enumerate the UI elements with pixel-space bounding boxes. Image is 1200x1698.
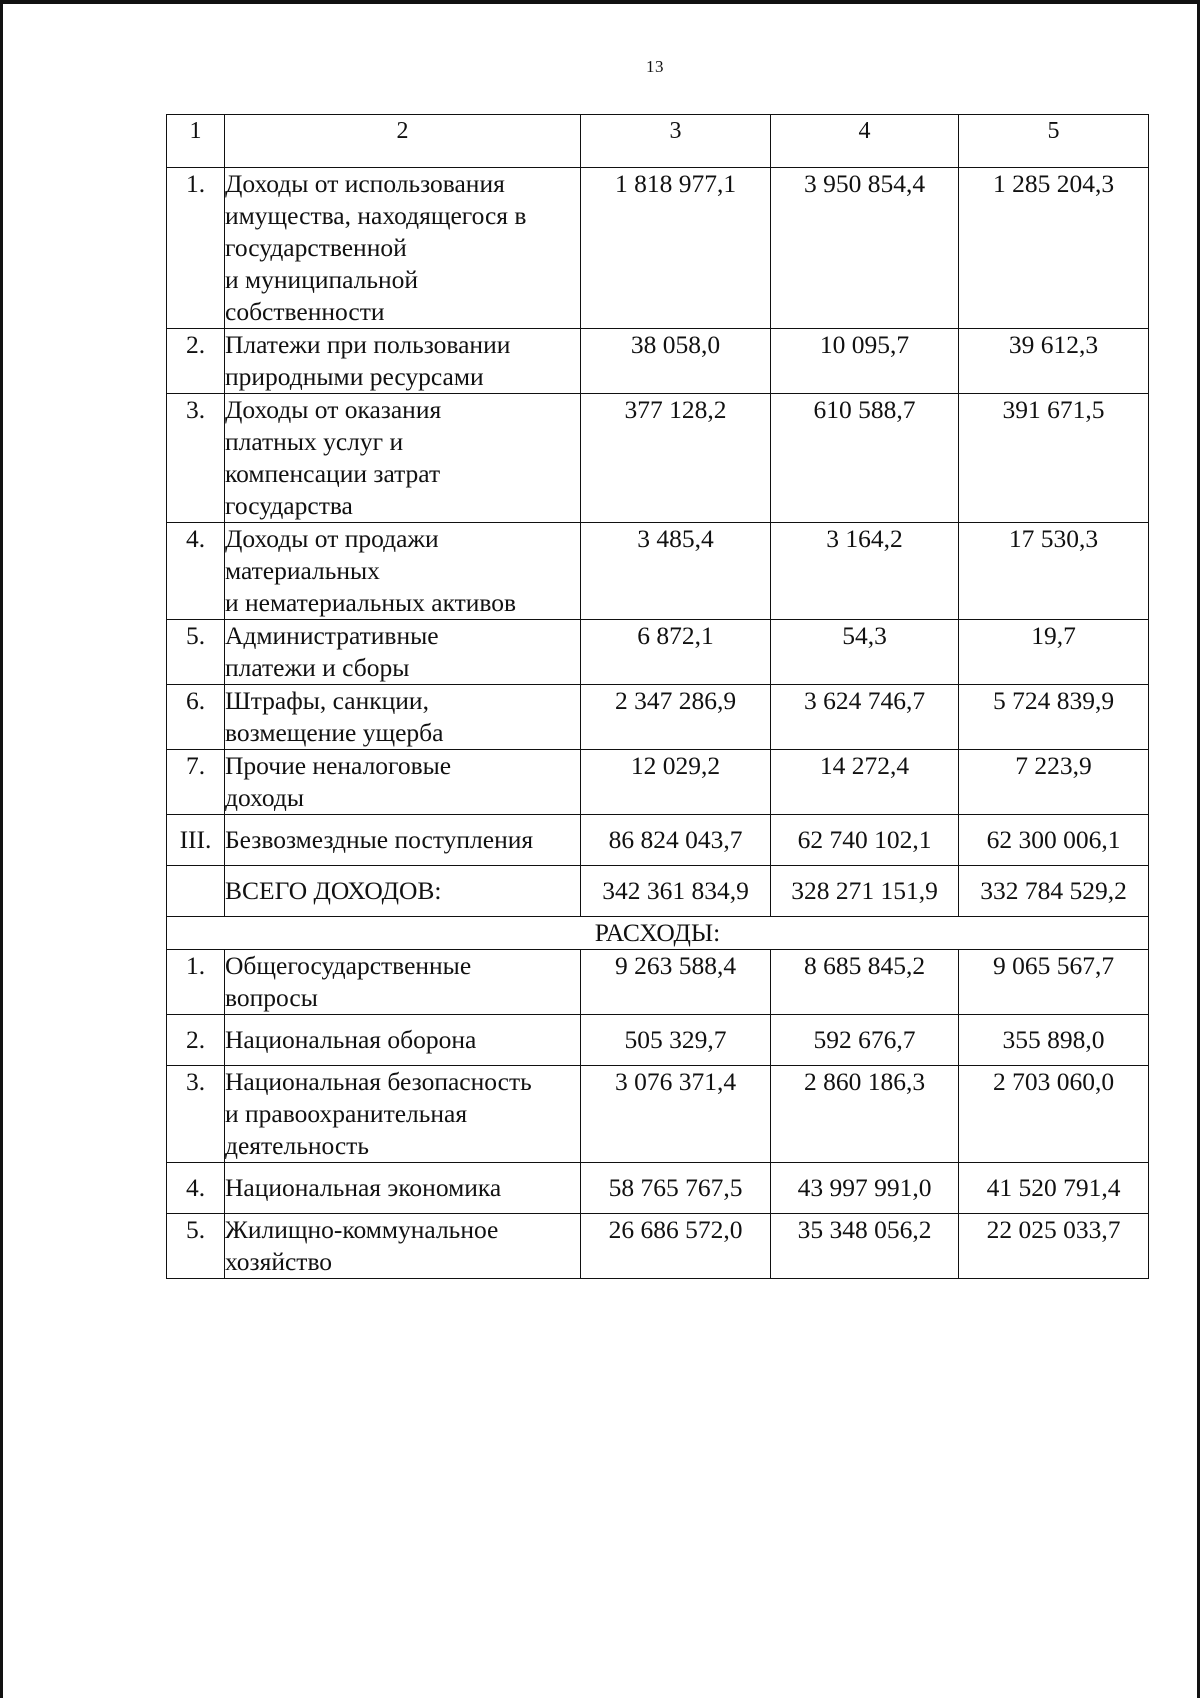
value-cell-v5: 355 898,0 xyxy=(959,1015,1149,1066)
row-label xyxy=(225,1214,581,1279)
value-cell-v4: 2 860 186,3 xyxy=(771,1066,959,1163)
row-number: 7. xyxy=(167,750,225,815)
row-label xyxy=(225,1163,581,1214)
row-label-line: Прочие неналоговые xyxy=(225,751,452,780)
value-cell-v5: 5 724 839,9 xyxy=(959,685,1149,750)
row-label-line: платежи и сборы xyxy=(225,653,410,682)
row-number: 4. xyxy=(167,523,225,620)
row-label-line: хозяйство xyxy=(225,1247,333,1276)
row-label xyxy=(225,685,581,750)
row-label xyxy=(225,950,581,1015)
value-cell-v3: 377 128,2 xyxy=(581,394,771,523)
table-row xyxy=(167,168,1149,329)
table-row xyxy=(167,685,1149,750)
value-cell-v3: 26 686 572,0 xyxy=(581,1214,771,1279)
value-cell-v4: 62 740 102,1 xyxy=(771,815,959,866)
expenses-section-title: РАСХОДЫ: xyxy=(167,917,1149,950)
table-row xyxy=(167,1066,1149,1163)
budget-table xyxy=(166,114,1149,1279)
row-label xyxy=(225,866,581,917)
header-cell: 1 xyxy=(167,115,225,168)
value-cell-v4: 54,3 xyxy=(771,620,959,685)
row-number: 4. xyxy=(167,1163,225,1214)
row-label-line: Платежи при пользовании xyxy=(225,330,511,359)
row-label-line: Национальная безопасность xyxy=(225,1067,532,1096)
table-row xyxy=(167,1163,1149,1214)
row-number: 1. xyxy=(167,168,225,329)
row-number: 5. xyxy=(167,1214,225,1279)
value-cell-v4: 3 624 746,7 xyxy=(771,685,959,750)
value-cell-v3: 2 347 286,9 xyxy=(581,685,771,750)
row-label-line: Штрафы, санкции, xyxy=(225,686,429,715)
value-cell-v4: 35 348 056,2 xyxy=(771,1214,959,1279)
row-label-line: возмещение ущерба xyxy=(225,718,444,747)
value-cell-v3: 38 058,0 xyxy=(581,329,771,394)
row-number: 2. xyxy=(167,329,225,394)
value-cell-v5: 62 300 006,1 xyxy=(959,815,1149,866)
row-label xyxy=(225,1066,581,1163)
row-label-line: Безвозмездные поступления xyxy=(225,825,534,854)
value-cell-v5: 17 530,3 xyxy=(959,523,1149,620)
header-cell: 3 xyxy=(581,115,771,168)
row-label-line: компенсации затрат xyxy=(225,459,441,488)
row-label-line: собственности xyxy=(225,297,385,326)
table-row xyxy=(167,1214,1149,1279)
value-cell-v4: 10 095,7 xyxy=(771,329,959,394)
table-row xyxy=(167,329,1149,394)
row-label xyxy=(225,1015,581,1066)
row-number: 3. xyxy=(167,394,225,523)
table-row xyxy=(167,1015,1149,1066)
value-cell-v3: 342 361 834,9 xyxy=(581,866,771,917)
value-cell-v5: 19,7 xyxy=(959,620,1149,685)
value-cell-v4: 43 997 991,0 xyxy=(771,1163,959,1214)
row-label-line: доходы xyxy=(225,783,304,812)
value-cell-v4: 8 685 845,2 xyxy=(771,950,959,1015)
value-cell-v5: 332 784 529,2 xyxy=(959,866,1149,917)
value-cell-v3: 58 765 767,5 xyxy=(581,1163,771,1214)
value-cell-v5: 2 703 060,0 xyxy=(959,1066,1149,1163)
value-cell-v5: 1 285 204,3 xyxy=(959,168,1149,329)
row-label-line: Национальная оборона xyxy=(225,1025,477,1054)
row-label-line: материальных xyxy=(225,556,380,585)
row-number: 3. xyxy=(167,1066,225,1163)
value-cell-v4: 14 272,4 xyxy=(771,750,959,815)
row-label-line: Жилищно-коммунальное xyxy=(225,1215,499,1244)
row-label-line: и муниципальной xyxy=(225,265,419,294)
row-label-line: деятельность xyxy=(225,1131,369,1160)
table-row xyxy=(167,950,1149,1015)
row-label-line: платных услуг и xyxy=(225,427,404,456)
header-cell: 2 xyxy=(225,115,581,168)
row-number: 5. xyxy=(167,620,225,685)
row-label-line: вопросы xyxy=(225,983,318,1012)
value-cell-v4: 328 271 151,9 xyxy=(771,866,959,917)
row-label-line: государства xyxy=(225,491,353,520)
table-row xyxy=(167,750,1149,815)
row-label-line: государственной xyxy=(225,233,407,262)
table-row xyxy=(167,815,1149,866)
value-cell-v3: 12 029,2 xyxy=(581,750,771,815)
value-cell-v3: 3 485,4 xyxy=(581,523,771,620)
row-number xyxy=(167,866,225,917)
value-cell-v3: 86 824 043,7 xyxy=(581,815,771,866)
page-number: 13 xyxy=(646,57,664,76)
row-label xyxy=(225,523,581,620)
row-number: III. xyxy=(167,815,225,866)
row-number: 2. xyxy=(167,1015,225,1066)
table-row xyxy=(167,523,1149,620)
row-label-line: Доходы от оказания xyxy=(225,395,442,424)
row-label-line: Национальная экономика xyxy=(225,1173,502,1202)
value-cell-v3: 9 263 588,4 xyxy=(581,950,771,1015)
table-row xyxy=(167,620,1149,685)
value-cell-v5: 7 223,9 xyxy=(959,750,1149,815)
row-label-line: и правоохранительная xyxy=(225,1099,468,1128)
value-cell-v4: 3 164,2 xyxy=(771,523,959,620)
row-label-line: и нематериальных активов xyxy=(225,588,517,617)
section-row xyxy=(167,917,1149,950)
row-label-line: Доходы от продажи xyxy=(225,524,439,553)
row-label xyxy=(225,329,581,394)
row-label-line: имущества, находящегося в xyxy=(225,201,527,230)
row-label xyxy=(225,620,581,685)
value-cell-v5: 41 520 791,4 xyxy=(959,1163,1149,1214)
header-cell: 4 xyxy=(771,115,959,168)
row-label xyxy=(225,750,581,815)
row-label xyxy=(225,168,581,329)
row-label xyxy=(225,815,581,866)
row-label-line: ВСЕГО ДОХОДОВ: xyxy=(225,876,442,905)
row-label-line: Общегосударственные xyxy=(225,951,472,980)
row-number: 6. xyxy=(167,685,225,750)
value-cell-v4: 592 676,7 xyxy=(771,1015,959,1066)
row-label-line: природными ресурсами xyxy=(225,362,484,391)
value-cell-v5: 9 065 567,7 xyxy=(959,950,1149,1015)
value-cell-v5: 22 025 033,7 xyxy=(959,1214,1149,1279)
table-row xyxy=(167,394,1149,523)
value-cell-v5: 39 612,3 xyxy=(959,329,1149,394)
value-cell-v5: 391 671,5 xyxy=(959,394,1149,523)
value-cell-v3: 6 872,1 xyxy=(581,620,771,685)
value-cell-v4: 3 950 854,4 xyxy=(771,168,959,329)
row-label xyxy=(225,394,581,523)
header-row xyxy=(167,115,1149,168)
value-cell-v3: 1 818 977,1 xyxy=(581,168,771,329)
row-label-line: Административные xyxy=(225,621,439,650)
header-cell: 5 xyxy=(959,115,1149,168)
value-cell-v3: 505 329,7 xyxy=(581,1015,771,1066)
value-cell-v3: 3 076 371,4 xyxy=(581,1066,771,1163)
row-number: 1. xyxy=(167,950,225,1015)
table-row xyxy=(167,866,1149,917)
value-cell-v4: 610 588,7 xyxy=(771,394,959,523)
row-label-line: Доходы от использования xyxy=(225,169,505,198)
